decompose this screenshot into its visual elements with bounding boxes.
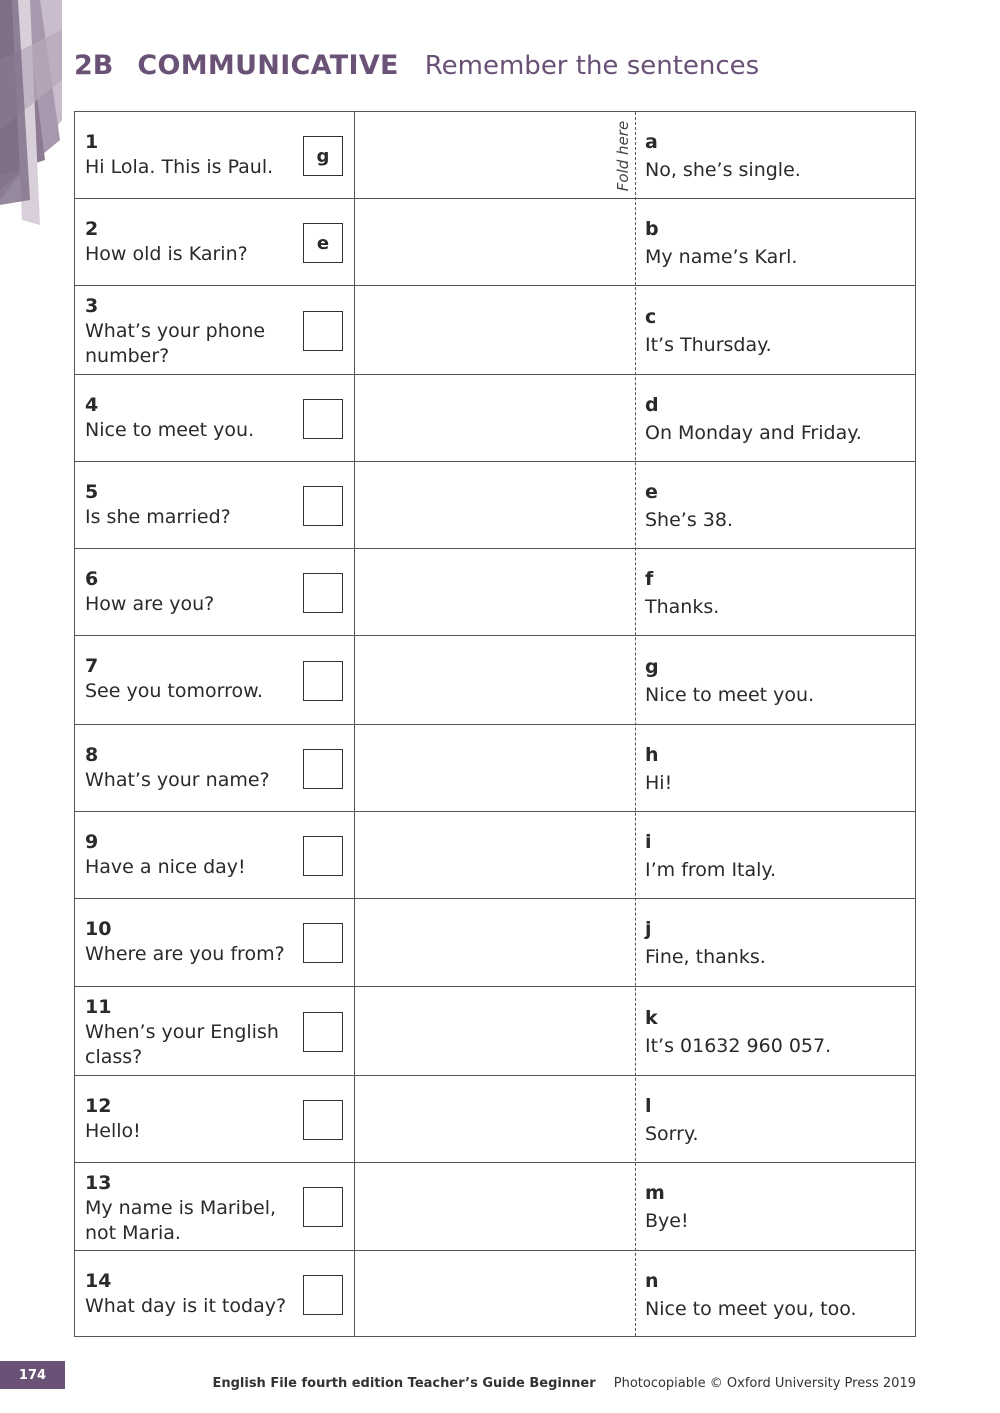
- answer-box[interactable]: g: [303, 136, 343, 176]
- question: [85, 567, 295, 617]
- question: [85, 743, 295, 793]
- answer-option: [645, 915, 905, 971]
- table-row: [75, 549, 915, 636]
- question-text: Have a nice day!: [85, 856, 246, 878]
- question-text: What’s your phone number?: [85, 320, 266, 367]
- answer-text: Nice to meet you.: [645, 684, 815, 706]
- table-row: [75, 286, 915, 375]
- answer-text: Thanks.: [645, 596, 720, 618]
- answer-box[interactable]: [303, 1187, 343, 1227]
- table-row: [75, 1076, 915, 1163]
- question-text: Hi Lola. This is Paul.: [85, 156, 274, 178]
- answer-text: She’s 38.: [645, 509, 733, 531]
- question-text: See you tomorrow.: [85, 680, 263, 702]
- answer-option: [645, 741, 905, 797]
- answer-letter: f: [645, 568, 654, 590]
- question: [85, 130, 295, 180]
- answer-box[interactable]: [303, 1012, 343, 1052]
- section-subtitle: Remember the sentences: [424, 51, 760, 81]
- answer-text: I’m from Italy.: [645, 859, 776, 881]
- answer-option: [645, 215, 905, 271]
- answer-text: No, she’s single.: [645, 159, 801, 181]
- answer-box[interactable]: [303, 836, 343, 876]
- question-text: Hello!: [85, 1120, 141, 1142]
- question: [85, 654, 295, 704]
- answer-letter: m: [645, 1182, 665, 1204]
- question-number: 9: [85, 831, 99, 853]
- question-text: Where are you from?: [85, 943, 285, 965]
- footer: [212, 1376, 916, 1391]
- answer-letter: a: [645, 131, 658, 153]
- question-number: 11: [85, 996, 112, 1018]
- answer-text: It’s 01632 960 057.: [645, 1035, 832, 1057]
- answer-box[interactable]: [303, 573, 343, 613]
- answer-letter: c: [645, 306, 657, 328]
- answer-text: Bye!: [645, 1210, 689, 1232]
- fold-here-label: Fold here: [614, 120, 632, 192]
- question-number: 2: [85, 218, 99, 240]
- answer-text: Fine, thanks.: [645, 946, 766, 968]
- table-row: [75, 199, 915, 286]
- question-number: 3: [85, 295, 99, 317]
- question-number: 7: [85, 655, 99, 677]
- table-row: [75, 112, 915, 199]
- question: [85, 480, 295, 530]
- footer-copyright: Photocopiable © Oxford University Press 2019: [613, 1376, 916, 1391]
- answer-text: Sorry.: [645, 1123, 699, 1145]
- answer-option: [645, 653, 905, 709]
- section-code: 2B: [74, 50, 114, 81]
- answer-box[interactable]: [303, 661, 343, 701]
- section-category: COMMUNICATIVE: [137, 50, 399, 81]
- table-row: [75, 375, 915, 462]
- question-text: Is she married?: [85, 506, 231, 528]
- answer-option: [645, 478, 905, 534]
- table-row: [75, 1163, 915, 1251]
- question: [85, 830, 295, 880]
- question-text: Nice to meet you.: [85, 419, 255, 441]
- column-divider: [354, 112, 355, 1336]
- question: [85, 1269, 295, 1319]
- question: [85, 217, 295, 267]
- answer-box[interactable]: [303, 311, 343, 351]
- table-row: [75, 899, 915, 987]
- answer-letter: i: [645, 831, 652, 853]
- answer-text: My name’s Karl.: [645, 246, 798, 268]
- table-row: [75, 636, 915, 725]
- answer-letter: l: [645, 1095, 652, 1117]
- question-text: When’s your English class?: [85, 1021, 279, 1068]
- page-number: 174: [0, 1361, 65, 1389]
- answer-box[interactable]: [303, 399, 343, 439]
- corner-decoration: [0, 0, 62, 230]
- answer-box[interactable]: [303, 1275, 343, 1315]
- worksheet-rows: [75, 112, 915, 1336]
- answer-letter: d: [645, 394, 659, 416]
- question-text: My name is Maribel, not Maria.: [85, 1197, 277, 1244]
- question-number: 13: [85, 1172, 112, 1194]
- worksheet-table: [74, 111, 916, 1337]
- answer-text: Nice to meet you, too.: [645, 1298, 857, 1320]
- answer-option: [645, 565, 905, 621]
- answer-letter: h: [645, 744, 659, 766]
- table-row: [75, 1251, 915, 1338]
- answer-option: [645, 1092, 905, 1148]
- question: [85, 917, 295, 967]
- fold-line: [635, 112, 636, 1336]
- question: [85, 995, 295, 1070]
- answer-letter: b: [645, 218, 659, 240]
- answer-option: [645, 391, 905, 447]
- answer-option: [645, 828, 905, 884]
- question-number: 5: [85, 481, 99, 503]
- question-number: 14: [85, 1270, 112, 1292]
- page-title: [74, 50, 759, 90]
- answer-box[interactable]: e: [303, 223, 343, 263]
- question: [85, 1094, 295, 1144]
- question-text: How are you?: [85, 593, 215, 615]
- question: [85, 393, 295, 443]
- table-row: [75, 725, 915, 812]
- answer-text: On Monday and Friday.: [645, 422, 862, 444]
- answer-letter: e: [645, 481, 658, 503]
- answer-option: [645, 1267, 905, 1323]
- question: [85, 294, 295, 369]
- answer-letter: g: [645, 656, 659, 678]
- question: [85, 1171, 295, 1246]
- answer-letter: j: [645, 918, 652, 940]
- question-text: What day is it today?: [85, 1295, 287, 1317]
- question-number: 4: [85, 394, 99, 416]
- question-text: What’s your name?: [85, 769, 270, 791]
- footer-book-title: English File fourth edition Teacher’s Guide Beginner: [212, 1376, 596, 1391]
- question-number: 8: [85, 744, 99, 766]
- answer-letter: k: [645, 1007, 658, 1029]
- question-number: 1: [85, 131, 99, 153]
- question-number: 12: [85, 1095, 112, 1117]
- answer-option: [645, 1179, 905, 1235]
- answer-text: It’s Thursday.: [645, 334, 772, 356]
- table-row: [75, 987, 915, 1076]
- answer-box[interactable]: [303, 486, 343, 526]
- question-number: 10: [85, 918, 112, 940]
- answer-text: Hi!: [645, 772, 673, 794]
- question-text: How old is Karin?: [85, 243, 248, 265]
- table-row: [75, 462, 915, 549]
- answer-option: [645, 1004, 905, 1060]
- answer-box[interactable]: [303, 923, 343, 963]
- answer-letter: n: [645, 1270, 659, 1292]
- question-number: 6: [85, 568, 99, 590]
- answer-option: [645, 128, 905, 184]
- answer-box[interactable]: [303, 1100, 343, 1140]
- answer-box[interactable]: [303, 749, 343, 789]
- table-row: [75, 812, 915, 899]
- answer-option: [645, 303, 905, 359]
